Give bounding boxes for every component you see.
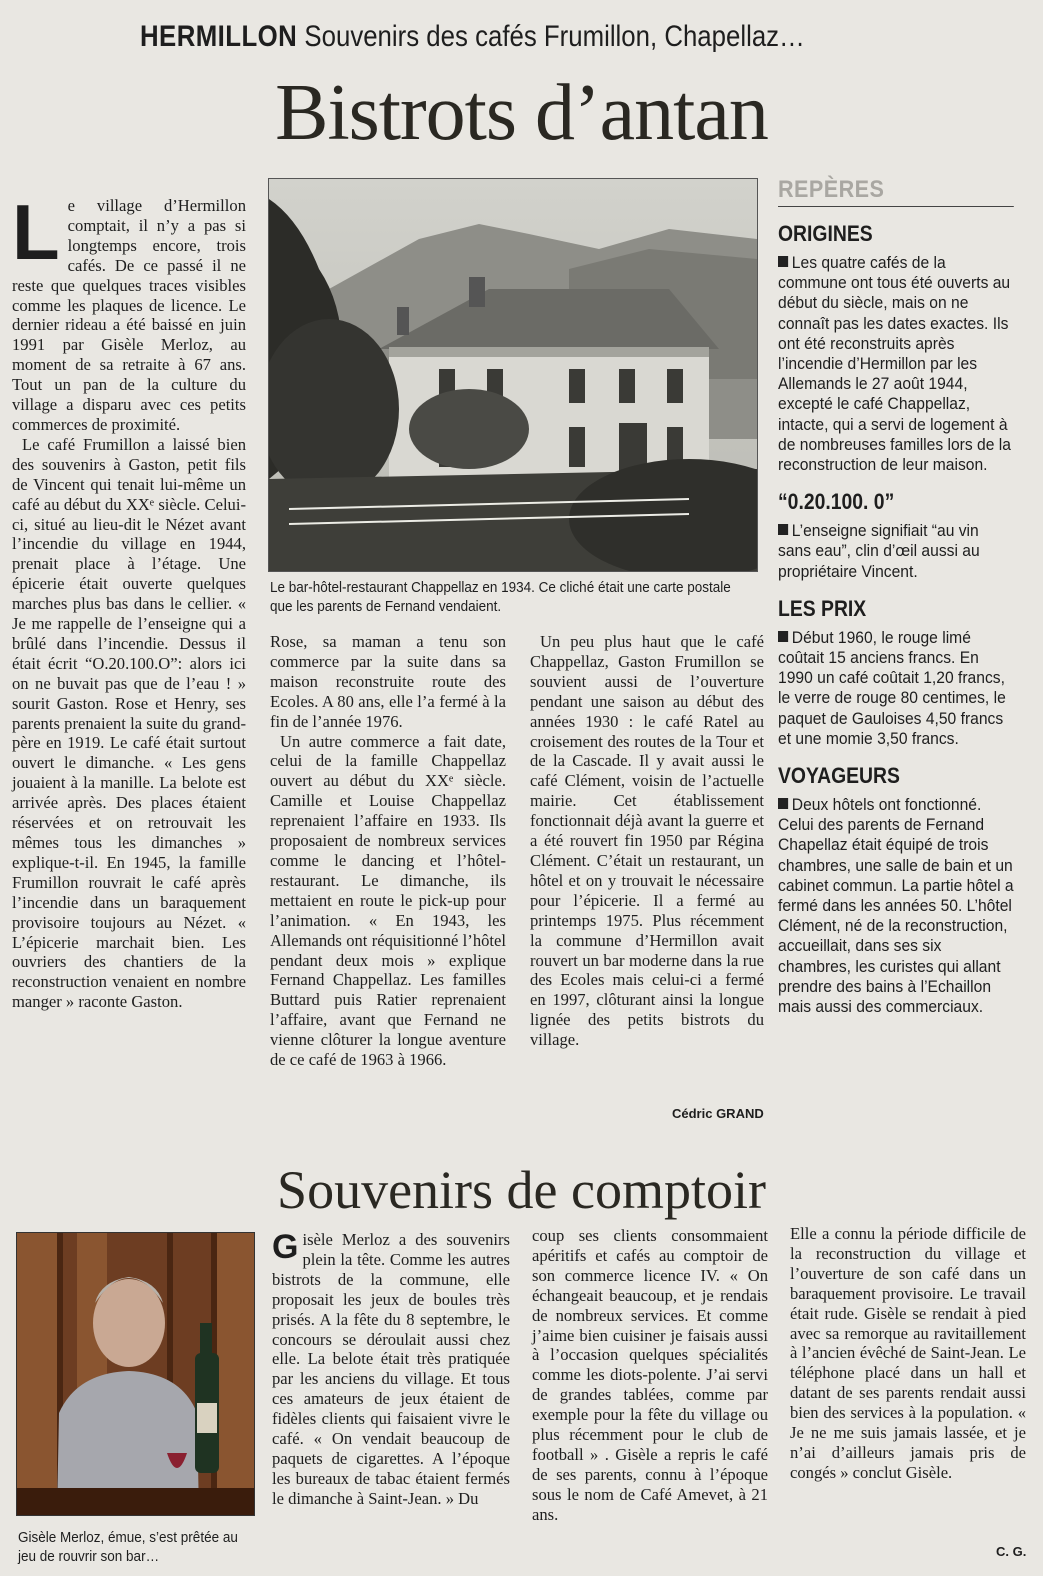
- sidebar-text: Les quatre cafés de la commune ont tous été ouverts au début du siècle, mais on ne connaît pas les dates exactes. Ils ont été reconstruits après l’incendie d’Hermillon par les Allemands le 27 août 1944, excepté le café Chappellaz, intacte, qui a servi de logement à de nombreuses familles lors de la reconstruction de leur maison.: [778, 253, 1011, 475]
- photo-gisele-merloz: [16, 1232, 255, 1516]
- sidebar-section-text: [778, 521, 1014, 582]
- sidebar-section-title: “0.20.100. 0”: [778, 489, 895, 515]
- author-initials: C. G.: [996, 1544, 1027, 1559]
- article-col-1: [12, 188, 246, 1012]
- gisele-photo-illustration: [17, 1233, 254, 1515]
- byline: Cédric GRAND: [672, 1106, 764, 1121]
- second-col-1: [272, 1230, 510, 1509]
- sidebar-text: L’enseigne signifiait “au vin sans eau”, clin d’œil aussi au propriétaire Vincent.: [778, 521, 980, 581]
- sidebar-section-title: VOYAGEURS: [778, 763, 900, 789]
- bullet-square-icon: [778, 798, 788, 809]
- kicker: [140, 20, 805, 54]
- paragraph: Un peu plus haut que le café Chappellaz, Gaston Frumillon se souvient aussi de l’ouverture pendant une saison au début des années 1930 : le café Ratel au croisement des routes de la Tour et de la Cascade. Il y avait aussi le café Clément, voisin de l’actuelle mairie. Cet établissement fonctionnait déjà avant la guerre et a été rouvert fin 1950 par Régina Clément. C’était un restaurant, un hôtel et on y trouvait le nécessaire pour l’épicerie. Il a fermé au printemps 1975. Plus récemment la commune d’Hermillon avait rouvert un bar moderne dans la rue des Ecoles mais celui-ci a fermé en 1997, clôturant ainsi la longue lignée des petits bistrots du village.: [530, 632, 764, 1050]
- sidebar-section-text: [778, 628, 1014, 749]
- headline: Bistrots d’antan: [275, 69, 768, 157]
- location-label: HERMILLON: [140, 20, 298, 53]
- sidebar-text: Deux hôtels ont fonctionné. Celui des parents de Fernand Chapellaz était équipé de trois chambres, une salle de bain et un cabinet commun. La partie hôtel a fermé dans les années 50. L’hôtel Clément, né de la reconstruction, accueillait, dans ses six chambres, les curistes qui allant prendre des bains à l’Echaillon mais aussi des commerciaux.: [778, 795, 1014, 1017]
- photo-hotel-chappellaz: [268, 178, 758, 572]
- bullet-square-icon: [778, 631, 788, 642]
- kicker-text: Souvenirs des cafés Frumillon, Chapellaz…: [304, 20, 805, 53]
- paragraph: Un autre commerce a fait date, celui de la famille Chappellaz ouvert au début du XXᵉ siècle. Camille et Louise Chappellaz reprenaient l’affaire en 1933. Ils proposaient de nombreux services comme le dancing et l’hôtel-restaurant. Le dimanche, ils mettaient en route le pick-up pour l’animation. « En 1943, les Allemands ont réquisitionné l’hôtel pendant deux mois » explique Fernand Chappellaz. Les familles Buttard puis Ratier reprenaient l’affaire, avant que Fernand ne vienne clôturer la longue aventure de ce café de 1963 à 1966.: [270, 731, 506, 1070]
- bullet-square-icon: [778, 256, 788, 267]
- second-col-3: [790, 1224, 1026, 1483]
- photo-caption: Le bar-hôtel-restaurant Chappellaz en 1934. Ce cliché était une carte postale que les parents de Fernand vendaient.: [270, 579, 731, 615]
- paragraph: Rose, sa maman a tenu son commerce par la suite dans sa maison reconstruite route des Ecoles. A 80 ans, elle l’a fermé à la fin de l’année 1976.: [270, 632, 506, 731]
- dropcap: G: [272, 1228, 299, 1266]
- article-col-2: [270, 632, 506, 1070]
- sidebar-section-title: LES PRIX: [778, 595, 867, 621]
- gisele-photo-caption: Gisèle Merloz, émue, s’est prêtée au jeu de rouvrir son bar…: [18, 1529, 238, 1565]
- paragraph: e village d’Hermillon comptait, il n’y a pas si longtemps encore, trois cafés. De ce passé il ne reste que quelques traces visibles comme les plaques de licence. Le dernier rideau a été baissé en juin 1991 par Gisèle Merloz, au moment de sa retraite à 67 ans. Tout un pan de la culture du village a disparu avec ces petits commerces de proximité.: [12, 196, 246, 434]
- paragraph: isèle Merloz a des souvenirs plein la tête. Comme les autres bistrots de la commune, elle proposait les jeux de boules très prisés. A la fête du 8 septembre, le concours se déroulait aussi chez elle. La belote était très pratiquée par les anciens du village. Et tous ces amateurs de jeux étaient de fidèles clients qui faisaient vivre le café. « On vendait beaucoup de paquets de cigarettes. A l’époque les bureaux de tabac étaient fermés le dimanche à Saint-Jean. » Du: [272, 1230, 510, 1508]
- second-col-2: [532, 1226, 768, 1525]
- hotel-photo-illustration: [269, 179, 757, 571]
- reperes-sidebar: [778, 176, 1016, 1017]
- sidebar-section-text: [778, 253, 1014, 475]
- dropcap: L: [12, 188, 60, 276]
- paragraph: Le café Frumillon a laissé bien des souvenirs à Gaston, petit fils de Vincent qui tenait lui-même un café au début du XXᵉ siècle. Celui-ci, situé au lieu-dit le Nézet avant l’incendie du village en 1944, prenait place à l’étage. Une épicerie était ouverte quelques marches plus bas dans le cellier. « Je me rappelle de l’enseigne qui a brûlé dans l’incendie. Dessus il était écrit “O.20.100.O”: alors ici on ne buvait pas que de l’eau ! » sourit Gaston. Rose et Henry, ses parents prenaient la suite du grand-père en 1919. Le café était surtout ouvert le dimanche. « Les gens jouaient à la manille. La belote est arrivée après. Des places étaient réservées et on retrouvait les mêmes tous les dimanches » explique-t-il. En 1945, la famille Frumillon rouvrait le café après l’incendie dans un baraquement provisoire toujours au Nézet. « L’épicerie marchait bien. Les ouvriers des chantiers de la reconstruction venaient en nombre manger » raconte Gaston.: [12, 434, 246, 1012]
- sidebar-section-title: ORIGINES: [778, 221, 873, 246]
- article-col-3: [530, 632, 764, 1050]
- second-article-title: Souvenirs de comptoir: [277, 1160, 766, 1220]
- bullet-square-icon: [778, 524, 788, 535]
- paragraph: Elle a connu la période difficile de la reconstruction du village et l’ouverture de son café dans un baraquement provisoire. Le travail était rude. Gisèle se rendait à pied avec sa remorque au ravitaillement à l’ancien évêché de Saint-Jean. Le téléphone placé dans un hall et datant de ses parents rendait aussi bien des services à la population. « Je ne me suis jamais lassée, et je n’ai d’ailleurs jamais pris de congés » conclut Gisèle.: [790, 1224, 1026, 1482]
- sidebar-text: Début 1960, le rouge limé coûtait 15 anciens francs. En 1990 un café coûtait 1,20 francs, le verre de rouge 80 centimes, le paquet de Gauloises 4,50 francs et une momie 3,50 francs.: [778, 627, 1006, 748]
- sidebar-heading: REPÈRES: [778, 176, 1014, 207]
- paragraph: coup ses clients consommaient apéritifs et cafés au comptoir de son commerce licence IV. « On échangeait beaucoup, et je rendais de nombreux services. Et comme j’aime bien cuisiner je faisais aussi à l’occasion quelques spécialités comme les diots-polente. J’ai servi de grandes tablées, comme par exemple pour la fête du village ou plus récemment pour le club de football » . Gisèle a repris le café de ses parents, connu à l’époque sous le nom de Café Amevet, à 21 ans.: [532, 1226, 768, 1524]
- sidebar-section-text: [778, 795, 1014, 1017]
